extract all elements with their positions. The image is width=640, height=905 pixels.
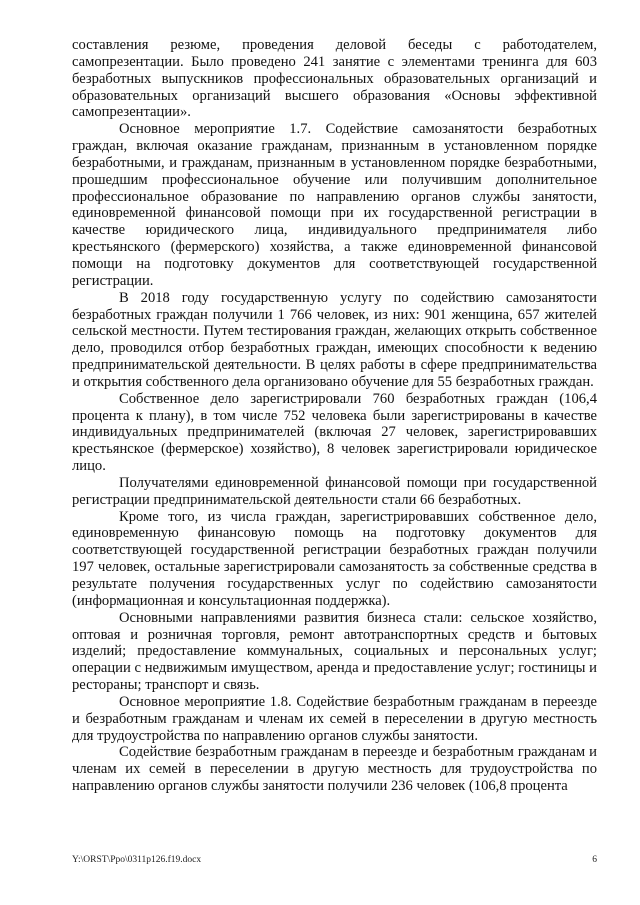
paragraph-measure-1-7: Основное мероприятие 1.7. Содействие самозанятости безработных граждан, включая оказание гражданам, признанным в установленном порядке безработными, и гражданам, признанным в установленном порядке безработными, прошедшим профессиональное обучение или получившим дополнительное профессиональное образование по направлению органов службы занятости, единовременной финансовой помощи при их государственной регистрации в качестве юридического лица, индивидуального предпринимателя либо крестьянского (фермерского) хозяйства, а также единовременной финансовой помощи на подготовку документов для соответствующей государственной регистрации. xyxy=(72,121,597,289)
paragraph-continuation: составления резюме, проведения деловой беседы с работодателем, самопрезентации. Было проведено 241 занятие с элементами тренинга для 603 безработных выпускников профессиональных образовательных организаций и образовательных организаций высшего образования «Основы эффективной самопрезентации». xyxy=(72,37,597,121)
paragraph-documents-aid: Кроме того, из числа граждан, зарегистрировавших собственное дело, единовременную финансовую помощь на подготовку документов для соответствующей государственной регистрации безработных граждан получили 197 человек, остальные зарегистрировали самозанятость за собственные средства в результате получения государственных услуг по содействию самозанятости (информационная и консультационная поддержка). xyxy=(72,508,597,609)
paragraph-business-directions: Основными направлениями развития бизнеса стали: сельское хозяйство, оптовая и розничная торговля, ремонт автотранспортных средств и бытовых изделий; предоставление коммунальных, социальных и персональных услуг; операции с недвижимым имуществом, аренда и предоставление услуг; гостиницы и рестораны; транспорт и связь. xyxy=(72,609,597,694)
paragraph-relocation-assistance: Содействие безработным гражданам в переезде и безработным гражданам и членам их семей в переселении в другую местность для трудоустройства по направлению органов службы занятости получили 236 человек (106,8 процента xyxy=(72,744,597,795)
paragraph-registered-businesses: Собственное дело зарегистрировали 760 безработных граждан (106,4 процента к плану), в том числе 752 человека были зарегистрированы в качестве индивидуальных предпринимателей (включая 27 человек, зарегистрировавших крестьянское (фермерское) хозяйство), 8 человек зарегистрировали юридическое лицо. xyxy=(72,390,597,475)
paragraph-2018-self-employment: В 2018 году государственную услугу по содействию самозанятости безработных граждан получили 1 766 человек, из них: 901 женщина, 657 жителей сельской местности. Путем тестирования граждан, желающих открыть собственное дело, проводился отбор безработных граждан, имеющих способности к ведению предпринимательской деятельности. В целях работы в сфере предпринимательства и открытия собственного дела организовано обучение для 55 безработных граждан. xyxy=(72,289,597,390)
body-text xyxy=(72,37,597,795)
paragraph-financial-aid-recipients: Получателями единовременной финансовой помощи при государственной регистрации предпринимательской деятельности стали 66 безработных. xyxy=(72,474,597,508)
paragraph-measure-1-8: Основное мероприятие 1.8. Содействие безработным гражданам в переезде и безработным гражданам и членам их семей в переселении в другую местность для трудоустройства по направлению органов службы занятости. xyxy=(72,693,597,744)
footer-file-path: Y:\ORST\Ppo\0311p126.f19.docx xyxy=(72,855,202,865)
page-number: 6 xyxy=(592,855,597,865)
